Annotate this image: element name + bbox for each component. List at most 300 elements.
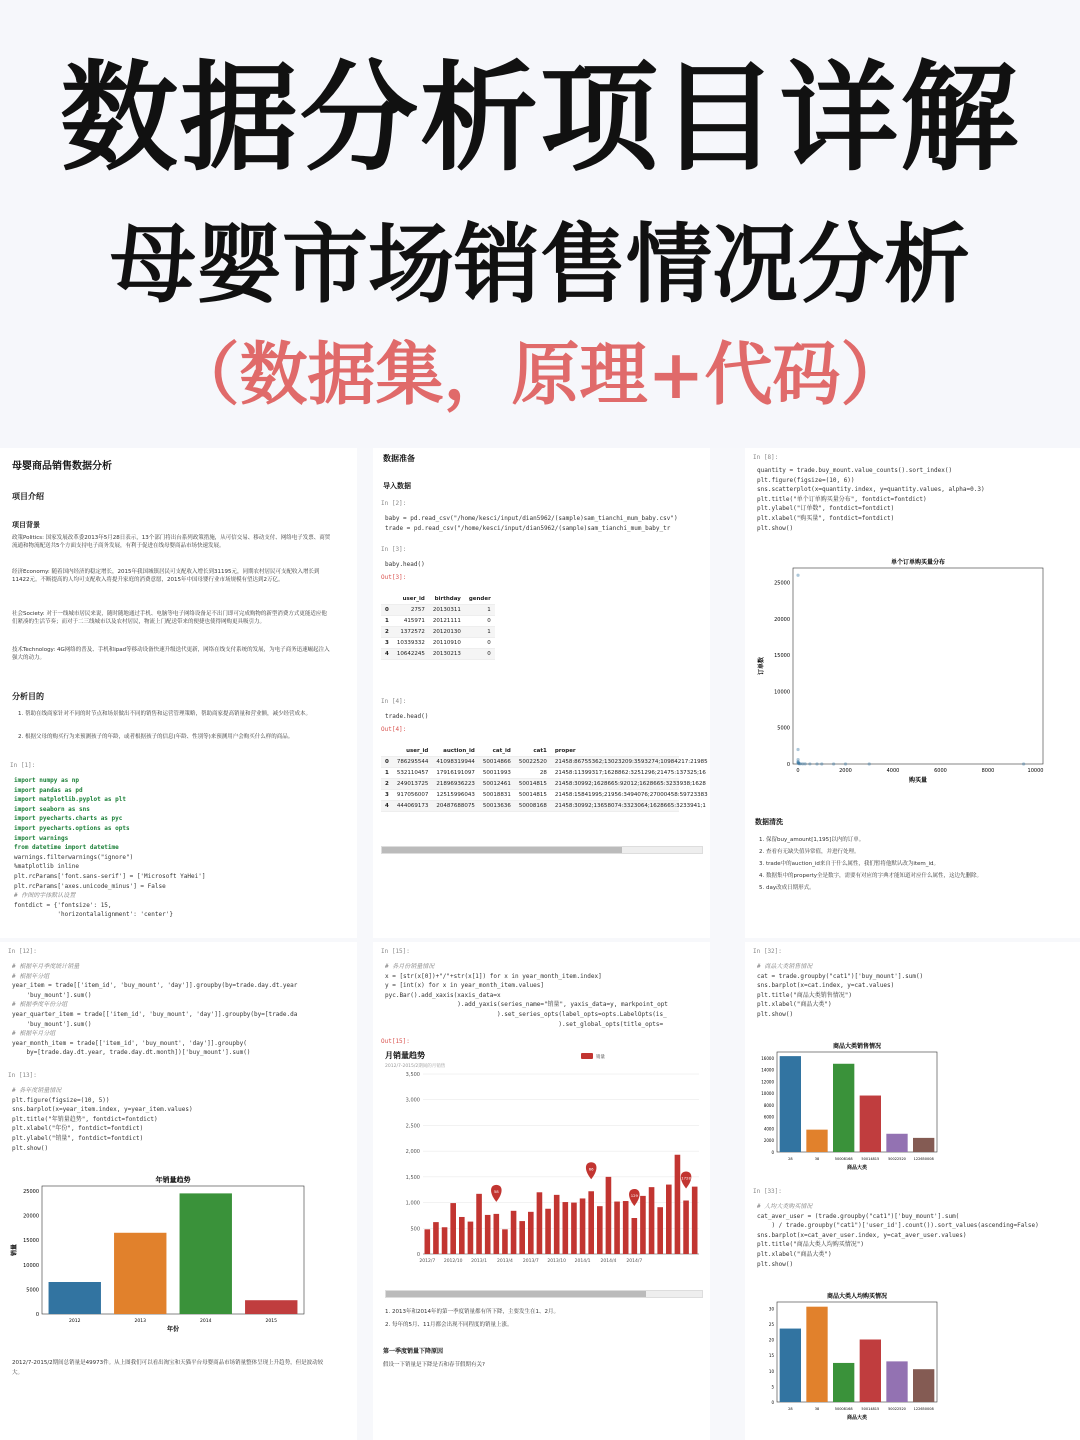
table-cell: 12515996043 [432, 790, 479, 801]
goal-1: 1. 帮助在线商家针对不同的时节点和场景做出不同的销售和运营管理策略，帮助商家提高销量和营业额，减少经营成本。 [18, 711, 311, 717]
bar [554, 1195, 560, 1254]
bar [180, 1193, 232, 1314]
bar [806, 1307, 827, 1402]
bar [606, 1177, 612, 1254]
x-tick-label: 2012 [69, 1319, 81, 1324]
code-cell-imports [14, 776, 205, 920]
code-line: plt.title("年销量趋势", fontdict=fontdict) [12, 1115, 158, 1123]
list-item: 1. 保留buy_amount[1,195]以内的订单。 [759, 837, 865, 843]
x-tick-label: 122650008 [913, 1407, 934, 1411]
x-axis-label: 年份 [166, 1326, 180, 1333]
bar [597, 1206, 603, 1254]
y-tick-label: 15000 [23, 1238, 39, 1245]
bar [580, 1198, 586, 1254]
goal-2: 2. 根据父母的购买行为来预测孩子的年龄，或者根据孩子的信息(年龄、性别等)来预测用户会购买什么样的商品。 [18, 734, 294, 740]
table-cell: 20130213 [429, 649, 465, 660]
year-sales-note: 2012/7-2015/2期间总销量是49973件。从上图我们可以看出淘宝和天猫平台母婴商品市场销量整体呈现上升趋势，但是波动较大。 [12, 1360, 324, 1376]
bar [666, 1185, 672, 1254]
code-line: sns.barplot(x=cat_aver_user.index, y=cat_aver_user.values) [757, 1231, 967, 1239]
x-tick-label: 38 [814, 1407, 820, 1411]
para-technology: 技术Technology: 4G网络的普及、手机和ipad等移动设备快速升级迭代更新，网络在线支付系统的发展，为电子商务迅速崛起注入强大的动力。 [12, 647, 330, 661]
x-axis-label: 商品大类 [846, 1165, 868, 1171]
table-row [381, 605, 495, 616]
y-tick-label: 2,500 [405, 1123, 420, 1130]
bar [425, 1229, 431, 1254]
table-header: birthday [429, 594, 465, 605]
code-line: %matplotlib inline [14, 863, 80, 871]
y-tick-label: 10 [768, 1368, 774, 1374]
section-intro: 项目介绍 [12, 492, 44, 501]
table-cell: 10642245 [393, 649, 429, 660]
x-tick-label: 28 [788, 1407, 793, 1411]
table-cell: 50022520 [515, 757, 551, 768]
section-import-data: 导入数据 [383, 482, 411, 490]
table-cell: 41098319944 [432, 757, 479, 768]
baby-head-table [381, 594, 495, 660]
code-line: year_quarter_item = trade[['item_id', 'buy_mount', 'day']].groupby(by=[trade.da [12, 1010, 298, 1018]
x-tick-label: 2014/4 [600, 1259, 617, 1264]
code-cell-scatter [757, 466, 985, 533]
x-tick-label: 2014 [200, 1319, 212, 1324]
code-line: plt.rcParams['font.sans-serif'] = ['Microsoft YaHei'] [14, 872, 206, 880]
table-cell: 917056007 [393, 790, 433, 801]
bar [433, 1222, 439, 1254]
category-sales-chart [751, 1040, 951, 1170]
y-tick-label: 25000 [23, 1188, 39, 1195]
code-line: cat_aver_user = (trade.groupby("cat1")['buy_mount'].sum( [757, 1212, 960, 1220]
cell-prompt: In [13]: [8, 1072, 37, 1079]
trade-head-table [381, 746, 708, 812]
scatter-point [815, 762, 818, 765]
y-tick-label: 30 [768, 1306, 774, 1312]
code-line: cat = trade.groupby("cat1")['buy_mount'].sum() [757, 972, 924, 980]
table-cell: 532110457 [393, 768, 433, 779]
table-cell: 4 [381, 801, 393, 812]
bar [806, 1130, 827, 1152]
bar [780, 1329, 801, 1402]
code-line: import pyecharts.options as opts [14, 824, 130, 832]
table-header: auction_id [432, 746, 479, 757]
table-row [381, 627, 495, 638]
bar [563, 1202, 569, 1254]
bar [459, 1217, 465, 1254]
code-line: plt.xlabel("购买量", fontdict=fontdict) [757, 514, 895, 522]
code-line: pyc.Bar().add_xaxis(xaxis_data=x [385, 991, 501, 999]
para-politics: 政策Politics: 国家发展改革委2013年5月28日表示，13个部门将出台系列政策措施，从可信交易、移动支付、网络电子发票、商贸流通和物流配送共5个方面支持电子商务发展，有利于促进在线母婴商品市场快速发展。 [12, 535, 331, 549]
scatter-point [804, 762, 807, 765]
scatter-point [796, 574, 799, 577]
code-cell-cat-bar [757, 962, 923, 1020]
bar [476, 1194, 482, 1254]
q1-hypothesis: 假设一下销量是下降是否和春节假期有关? [383, 1362, 485, 1368]
section-goal: 分析目的 [12, 692, 44, 701]
notebook-panel-quantity [745, 448, 1080, 938]
cell-output-prompt: Out[3]: [381, 574, 407, 581]
notebook-panel-intro [0, 448, 357, 938]
x-tick-label: 28 [788, 1157, 793, 1161]
list-item: 4. 数据集中的property全是数字，需要有对应的字典才能知道对应什么属性，这边先删除。 [759, 873, 983, 879]
horizontal-scrollbar[interactable] [381, 846, 703, 854]
bar [519, 1221, 525, 1254]
cell-prompt: In [4]: [381, 698, 407, 705]
table-cell: 20487688075 [432, 801, 479, 812]
code-line: # 根据年月分组 [12, 1030, 56, 1038]
list-item: 1. 2013年和2014年的第一季度销量都有所下降，主要发生在1、2月。 [385, 1309, 559, 1315]
y-tick-label: 4000 [763, 1126, 774, 1132]
list-item: 3. trade中的auction_id来自于什么属性，我们暂将他默认改为item_id。 [759, 861, 940, 867]
y-tick-label: 15 [768, 1353, 774, 1359]
bar [485, 1215, 491, 1254]
month-sales-chart [377, 1050, 707, 1270]
table-cell: 0 [381, 605, 393, 616]
legend-swatch [581, 1053, 593, 1059]
code-line: sns.barplot(x=year_item.index, y=year_item.values) [12, 1106, 193, 1114]
notebook-panel-category [745, 942, 1080, 1440]
table-header: user_id [393, 594, 429, 605]
cell-prompt: In [3]: [381, 546, 407, 553]
bar [588, 1191, 594, 1254]
code-line: ) / trade.groupby("cat1")['user_id'].count()).sort_values(ascending=False) [757, 1222, 1039, 1230]
y-tick-label: 10000 [761, 1091, 774, 1097]
chart-title: 月销量趋势 [385, 1051, 425, 1060]
chart-title: 商品大类销售情况 [832, 1043, 882, 1050]
para-economy: 经济Economy: 随着国内经济的稳定增长，2015年我国城镇居民可支配收入增长到31195元，同期农村居民可支配收入增长到11422元。不断提高的人均可支配收入将提升家庭的消费意愿，2015年中国母婴行业市场规模有望达到2万亿。 [12, 569, 320, 583]
bar [537, 1192, 543, 1254]
table-header: gender [465, 594, 495, 605]
table-header: cat1 [515, 746, 551, 757]
y-tick-label: 14000 [761, 1067, 774, 1073]
y-tick-label: 12000 [761, 1079, 774, 1085]
code-line: plt.show() [757, 1010, 794, 1018]
table-cell: 1 [381, 616, 393, 627]
code-line: import seaborn as sns [14, 805, 90, 813]
table-cell: 21896936223 [432, 779, 479, 790]
bar [860, 1096, 881, 1152]
x-tick-label: 10000 [1027, 768, 1044, 774]
table-cell: 50014866 [479, 757, 515, 768]
x-axis-label: 购买量 [908, 777, 928, 784]
x-tick-label: 2013/4 [497, 1259, 513, 1264]
markpoint-label: 66 [588, 1166, 594, 1172]
table-cell: 28 [515, 768, 551, 779]
table-cell: 10339332 [393, 638, 429, 649]
scatter-point [808, 762, 811, 765]
x-tick-label: 4000 [886, 768, 900, 774]
y-tick-label: 25000 [774, 580, 790, 587]
code-line: plt.title("单个订单购买量分布", fontdict=fontdict) [757, 495, 927, 503]
y-tick-label: 2000 [763, 1138, 774, 1144]
table-cell: 21458:11399317;1628862:3251296;21475:137325;16 [551, 768, 679, 779]
table-cell: 50013636 [479, 801, 515, 812]
table-cell: 2 [381, 627, 393, 638]
x-axis-label: 商品大类 [846, 1415, 868, 1421]
y-tick-label: 0 [416, 1252, 420, 1258]
code-cell-groupby [12, 962, 297, 1058]
bar [683, 1201, 689, 1254]
chart-title: 单个订单购买量分布 [890, 559, 946, 566]
category-avg-chart [751, 1290, 951, 1420]
cell-prompt: In [1]: [10, 762, 36, 769]
x-tick-label: 2013 [134, 1319, 146, 1324]
table-cell: 0 [465, 649, 495, 660]
chart-title: 商品大类人均购买情况 [826, 1293, 888, 1300]
scatter-point [1022, 762, 1025, 765]
code-line: # 根据季度年份分组 [12, 1001, 68, 1009]
code-line: plt.show() [12, 1144, 49, 1152]
code-line: # 根据年分组 [12, 972, 50, 980]
notebook-panel-year [0, 942, 357, 1440]
para-society: 社会Society: 对于一线城市居民来说，随时随地通过手机、电脑等电子网络设备足不出门即可完成购物的新型消费方式更能适应他们紧凑的生活节奏；而对于二三线城市以及农村居民，物流上门配送带来的便捷也使得网购更具吸引力。 [12, 611, 327, 625]
hero-subtitle: 母婴市场销售情况分析 [110, 214, 970, 315]
scatter-point [832, 762, 835, 765]
table-cell: 50014815 [515, 779, 551, 790]
x-tick-label: 50008168 [834, 1157, 853, 1161]
y-tick-label: 3,500 [405, 1072, 420, 1078]
markpoint-label: 58 [493, 1188, 499, 1194]
table-cell: 50018831 [479, 790, 515, 801]
bar [502, 1229, 508, 1254]
code-line: trade = pd.read_csv("/home/kesci/input/dian5962/(sample)sam_tianchi_mum_baby_tr [385, 524, 671, 532]
x-tick-label: 2013/7 [522, 1259, 539, 1264]
code-line: plt.ylabel("销量", fontdict=fontdict) [12, 1134, 144, 1142]
y-tick-label: 1,500 [405, 1174, 420, 1181]
x-tick-label: 38 [814, 1157, 820, 1161]
bar [528, 1212, 534, 1254]
notebook-title: 母婴商品销售数据分析 [12, 461, 112, 472]
code-line: 'buy_mount'].sum() [12, 991, 92, 999]
table-cell: 415971 [393, 616, 429, 627]
y-tick-label: 0 [35, 1312, 39, 1318]
code-line: import pandas as pd [14, 786, 83, 794]
bar [511, 1211, 517, 1254]
x-tick-label: 0 [796, 768, 800, 774]
y-tick-label: 10000 [774, 689, 790, 696]
code-line: plt.show() [757, 1260, 794, 1268]
x-tick-label: 2015 [265, 1319, 277, 1324]
table-row [381, 779, 679, 790]
x-tick-label: 50014815 [861, 1157, 880, 1161]
code-line: import matplotlib.pyplot as plt [14, 796, 126, 804]
x-tick-label: 8000 [981, 768, 995, 774]
code-cell-trade-head: trade.head() [385, 713, 429, 720]
table-header [381, 746, 393, 757]
scatter-point [868, 762, 871, 765]
hero-title: 数据分析项目详解 [59, 49, 1020, 187]
table-row [381, 801, 679, 812]
x-tick-label: 2012/7 [419, 1259, 436, 1264]
y-tick-label: 500 [410, 1226, 420, 1233]
table-cell: 1 [381, 768, 393, 779]
code-line: 'buy_mount'].sum() [12, 1020, 92, 1028]
bar [571, 1203, 577, 1254]
bar [913, 1369, 934, 1402]
bar [545, 1209, 551, 1254]
x-tick-label: 2013/10 [547, 1259, 567, 1264]
code-line: plt.xlabel("商品大类") [757, 1001, 832, 1009]
notebook-panel-month [373, 942, 710, 1440]
table-header: proper [551, 746, 679, 757]
bar [442, 1227, 448, 1254]
table-header [381, 594, 393, 605]
code-line: warnings.filterwarnings("ignore") [14, 853, 134, 861]
code-cell-avg-bar [757, 1202, 1039, 1269]
code-line: plt.show() [757, 524, 794, 532]
code-line: year_month_item = trade[['item_id', 'buy_mount', 'day']].groupby( [12, 1039, 247, 1047]
cell-output-prompt: Out[15]: [381, 1038, 410, 1045]
x-tick-label: 50022520 [888, 1407, 906, 1411]
list-item: 2. 每年的5月、11月都会出现不同程度的销量上涨。 [385, 1322, 513, 1328]
table-cell: 1 [465, 627, 495, 638]
y-tick-label: 1,000 [405, 1200, 420, 1207]
table-cell: 20130311 [429, 605, 465, 616]
x-tick-label: 50008168 [834, 1407, 853, 1411]
bar [494, 1214, 500, 1254]
code-line: plt.xlabel("商品大类") [757, 1250, 832, 1258]
cell-prompt: In [12]: [8, 948, 37, 955]
code-cell-month-bar [385, 962, 668, 1029]
cell-prompt: In [2]: [381, 500, 407, 507]
y-tick-label: 0 [771, 1150, 774, 1155]
code-line: # 各月份销量情况 [385, 963, 435, 970]
table-row [381, 790, 679, 801]
code-line: plt.figure(figsize=(10, 5)) [12, 1096, 110, 1104]
y-tick-label: 0 [771, 1400, 774, 1405]
code-cell-baby-head: baby.head() [385, 561, 425, 568]
table-row [381, 649, 495, 660]
notebook-panel-data-prep [373, 448, 710, 938]
bar [614, 1202, 620, 1254]
table-cell: 21458:30992;13658074:3323064;1628665:3233941;1 [551, 801, 679, 812]
code-line: sns.barplot(x=cat.index, y=cat.values) [757, 982, 895, 990]
code-line: by=[trade.day.dt.year, trade.day.dt.month])['buy_mount'].sum() [12, 1049, 251, 1057]
table-cell: 1372572 [393, 627, 429, 638]
code-line: year_item = trade[['item_id', 'buy_mount', 'day']].groupby(by=trade.day.dt.year [12, 982, 298, 990]
table-cell: 21458:86755362;13023209:3593274;10984217:21985 [551, 757, 679, 768]
x-tick-label: 122650008 [913, 1157, 934, 1161]
code-line: from datetime import datetime [14, 844, 119, 852]
scatter-point [844, 762, 847, 765]
code-line: # 各年度销量情况 [12, 1087, 62, 1094]
code-line: y = [int(x) for x in year_month_item.values] [385, 982, 544, 990]
y-axis-label: 订单数 [758, 656, 765, 676]
bar [833, 1363, 854, 1402]
table-header: cat_id [479, 746, 515, 757]
y-tick-label: 5 [771, 1384, 774, 1390]
scatter-point [796, 748, 799, 751]
y-tick-label: 6000 [763, 1114, 774, 1120]
section-data-prep: 数据准备 [383, 454, 415, 463]
y-tick-label: 25 [768, 1321, 774, 1327]
table-cell: 50012461 [479, 779, 515, 790]
list-item: 5. day改成日期形式。 [759, 885, 815, 891]
plot-frame [793, 568, 1043, 764]
x-tick-label: 2000 [839, 768, 852, 774]
y-tick-label: 20000 [774, 616, 790, 623]
cell-prompt: In [15]: [381, 948, 410, 955]
x-tick-label: 50014815 [861, 1407, 880, 1411]
bar [886, 1361, 907, 1402]
code-line: plt.ylabel("订单数", fontdict=fontdict) [757, 505, 895, 513]
code-line: 'horizontalalignment': 'center'} [14, 911, 173, 919]
bar [780, 1056, 801, 1152]
x-tick-label: 2014/7 [626, 1259, 643, 1264]
chart-title: 年销量趋势 [155, 1176, 191, 1184]
chart-subtitle: 2012/7-2015/2期间的月销售 [385, 1064, 446, 1069]
table-cell: 50008168 [515, 801, 551, 812]
table-row [381, 638, 495, 649]
cell-prompt: In [32]: [753, 948, 782, 955]
y-tick-label: 5000 [26, 1287, 39, 1294]
bar [49, 1282, 101, 1314]
horizontal-scrollbar[interactable] [385, 1290, 703, 1298]
table-row [381, 768, 679, 779]
table-cell: 17916191097 [432, 768, 479, 779]
section-q1-drop: 第一季度销量下降原因 [383, 1348, 444, 1355]
y-tick-label: 20000 [23, 1213, 39, 1220]
table-cell: 2 [381, 779, 393, 790]
code-line: quantity = trade.buy_mount.value_counts().sort_index() [757, 467, 953, 474]
table-cell: 3 [381, 638, 393, 649]
hero-banner [0, 0, 1080, 448]
x-tick-label: 50022520 [888, 1157, 906, 1161]
table-cell: 786295544 [393, 757, 433, 768]
bar [860, 1340, 881, 1403]
code-line: # 作图的字体默认设置 [14, 892, 76, 900]
code-line: x = [str(x[0])+"/"+str(x[1]) for x in year_month_item.index] [385, 972, 602, 980]
table-cell: 4 [381, 649, 393, 660]
section-data-clean: 数据清洗 [755, 818, 783, 826]
bar [886, 1134, 907, 1152]
code-line: ).add_yaxis(series_name="销量", yaxis_data=y, markpoint_opt [385, 1001, 668, 1009]
y-axis-label: 销量 [11, 1243, 18, 1257]
hero-tagline: （数据集，原理+代码） [171, 335, 909, 415]
y-tick-label: 0 [786, 762, 790, 768]
cell-prompt: In [8]: [753, 454, 779, 461]
legend-label: 销量 [596, 1055, 605, 1060]
code-line: plt.figure(figsize=(10, 6)) [757, 476, 855, 484]
code-line: # 根据年月季度统计销量 [12, 963, 80, 970]
code-cell-year-bar [12, 1086, 193, 1153]
bar [623, 1201, 629, 1254]
x-tick-label: 2014/1 [574, 1259, 591, 1264]
bar [450, 1203, 456, 1254]
table-cell: 21458:15841995;21956:3494076;27000458:59723383 [551, 790, 679, 801]
bar [468, 1222, 474, 1254]
bar [640, 1196, 646, 1254]
code-line: plt.title("商品大类销售情况") [757, 991, 852, 999]
code-line: ).set_global_opts(title_opts= [385, 1020, 664, 1028]
y-tick-label: 10000 [23, 1262, 39, 1269]
code-line: # 人均大类购买情况 [757, 1203, 813, 1210]
y-tick-label: 3,000 [405, 1097, 420, 1104]
code-line: baby = pd.read_csv("/home/kesci/input/dian5962/(sample)sam_tianchi_mum_baby.csv") [385, 515, 678, 522]
table-cell: 2757 [393, 605, 429, 616]
bar [692, 1187, 698, 1254]
code-cell-read-csv [385, 514, 678, 533]
list-item: 2. 查看有无缺失值异常值，并进行处理。 [759, 849, 860, 855]
bar [833, 1064, 854, 1152]
table-row [381, 616, 495, 627]
code-line: plt.xlabel("年份", fontdict=fontdict) [12, 1125, 144, 1133]
table-cell: 20121111 [429, 616, 465, 627]
table-cell: 1 [465, 605, 495, 616]
table-cell: 20110910 [429, 638, 465, 649]
bar [632, 1218, 638, 1254]
table-cell: 444069173 [393, 801, 433, 812]
table-row [381, 757, 679, 768]
code-line: plt.title("商品大类人均购买情况") [757, 1241, 864, 1249]
code-line: import numpy as np [14, 777, 80, 784]
